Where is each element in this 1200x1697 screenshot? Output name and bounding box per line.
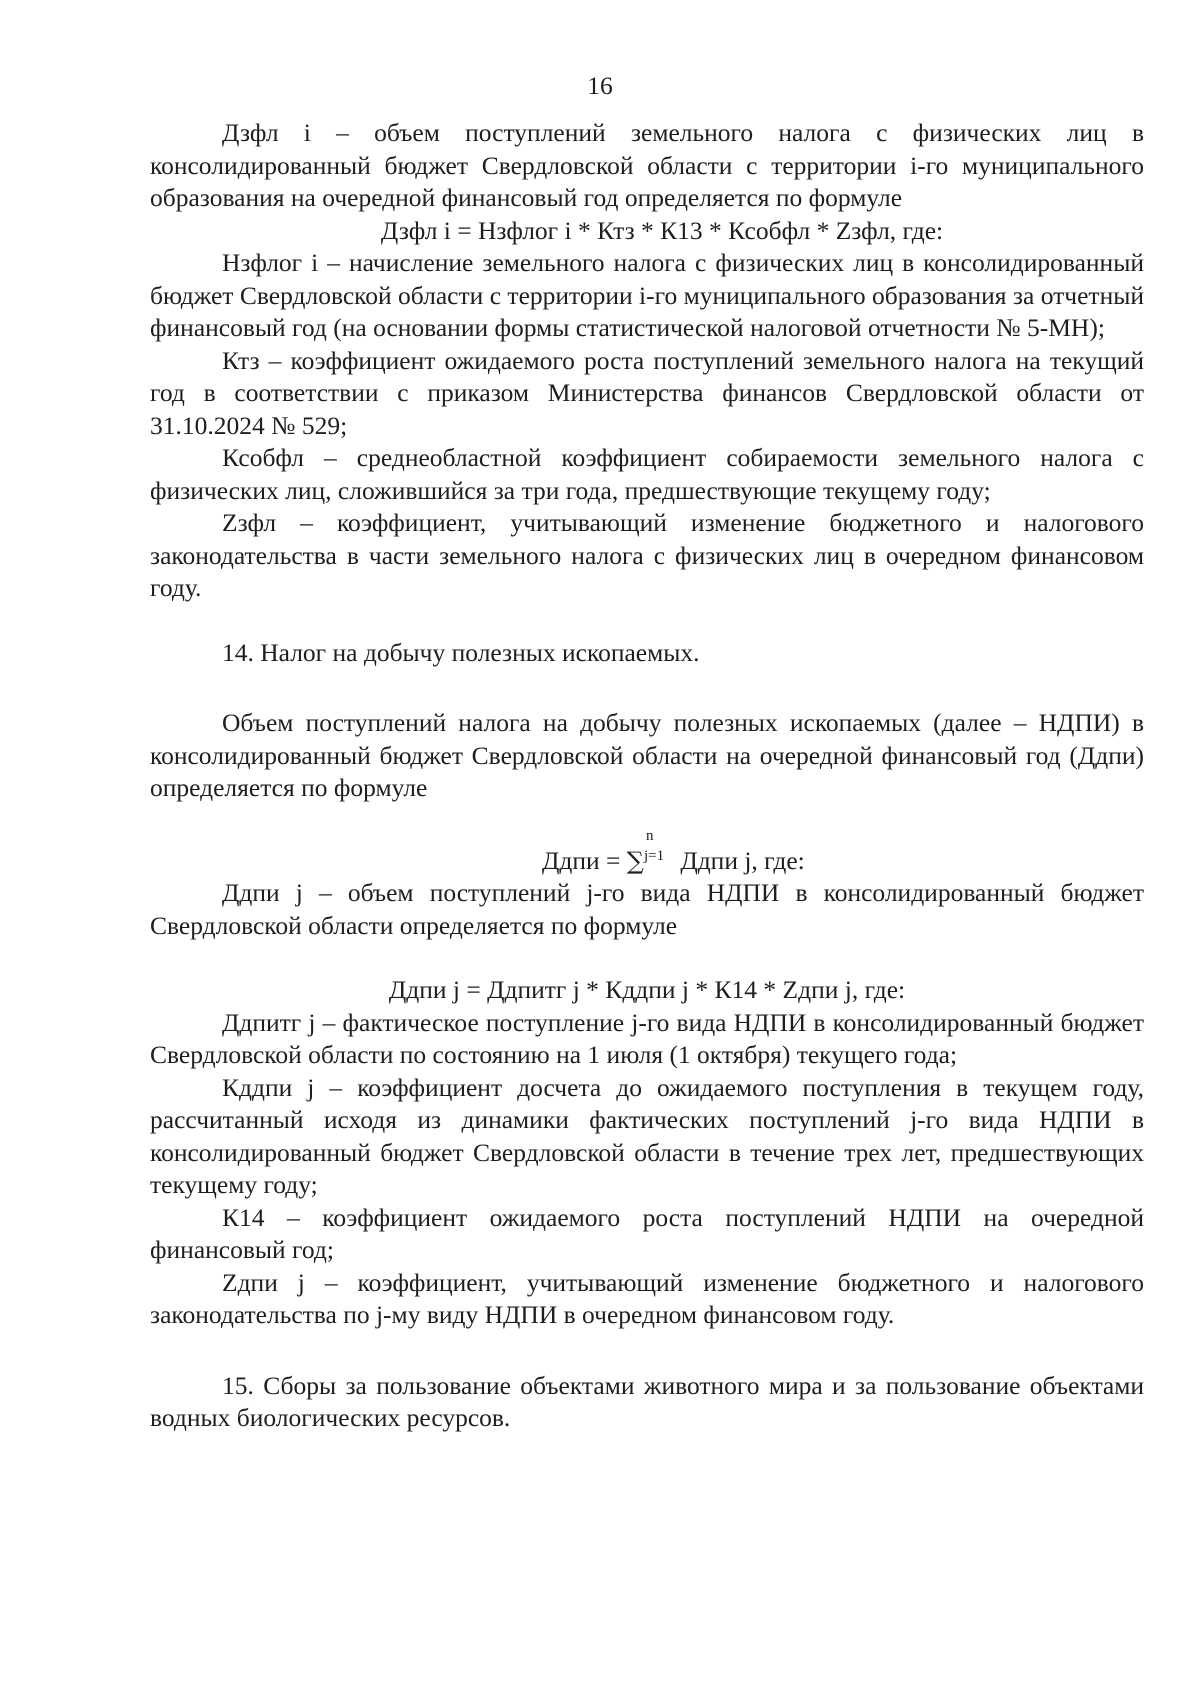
sum-upper-limit: n xyxy=(645,827,654,844)
formula-ddpi-rhs: Ддпи j, где: xyxy=(673,845,805,875)
paragraph-ksobfl-definition: Ксобфл – среднеобластной коэффициент собираемости земельного налога с физических лиц, сложившийся за три года, предшествующие текущему году; xyxy=(150,443,1144,505)
paragraph-ktz-definition: Ктз – коэффициент ожидаемого роста поступлений земельного налога на текущий год в соответствии с приказом Министерства финансов Свердловской области от 31.10.2024 № 529; xyxy=(150,345,1144,440)
page-number: 16 xyxy=(587,71,613,100)
paragraph-k14-definition: К14 – коэффициент ожидаемого роста поступлений НДПИ на очередной финансовый год; xyxy=(150,1202,1144,1264)
section-heading-15: 15. Сборы за пользование объектами животного мира и за пользование объектами водных биологических ресурсов. xyxy=(150,1370,1144,1432)
paragraph-kddpi-definition: Кддпи j – коэффициент досчета до ожидаемого поступления в текущем году, рассчитанный исходя из динамики фактических поступлений j-го вида НДПИ в консолидированный бюджет Свердловской области в течение трех лет, предшествующих текущему году; xyxy=(150,1072,1144,1199)
sigma-symbol: ∑ xyxy=(626,846,644,875)
paragraph-ddpi-j-definition: Ддпи j – объем поступлений j-го вида НДПИ в консолидированный бюджет Свердловской области определяется по формуле xyxy=(150,878,1144,940)
formula-ddpi-sum xyxy=(542,827,1144,878)
paragraph-zdpi-definition: Zдпи j – коэффициент, учитывающий изменение бюджетного и налогового законодательства по j-му виду НДПИ в очередном финансовом году. xyxy=(150,1267,1144,1329)
paragraph-nzflog-definition: Нзфлог i – начисление земельного налога с физических лиц в консолидированный бюджет Свердловской области с территории i-го муниципального образования за отчетный финансовый год (на основании формы статистической налоговой отчетности № 5-МН); xyxy=(150,248,1144,342)
paragraph-zzfl-definition: Zзфл – коэффициент, учитывающий изменение бюджетного и налогового законодательства в части земельного налога с физических лиц в очередном финансовом году. xyxy=(150,508,1144,602)
paragraph-dzfl-definition: Дзфл i – объем поступлений земельного налога с физических лиц в консолидированный бюджет Свердловской области с территории i-го муниципального образования на очередной финансовый год определяется по формуле xyxy=(150,118,1144,212)
paragraph-ndpi-intro: Объем поступлений налога на добычу полезных ископаемых (далее – НДПИ) в консолидированный бюджет Свердловской области на очередной финансовый год (Ддпи) определяется по формуле xyxy=(150,708,1144,802)
formula-ddpi-lhs: Ддпи = xyxy=(542,845,627,875)
formula-ddpi-j: Ддпи j = Ддпитг j * Кддпи j * К14 * Zдпи j, где: xyxy=(388,975,906,1004)
paragraph-ddpitg-definition: Ддпитг j – фактическое поступление j-го вида НДПИ в консолидированный бюджет Свердловской области по состоянию на 1 июля (1 октября) текущего года; xyxy=(150,1007,1144,1069)
formula-dzfl: Дзфл i = Нзфлог i * Ктз * К13 * Ксобфл * Zзфл, где: xyxy=(380,215,944,245)
sum-limits xyxy=(643,827,674,869)
sum-lower-limit: j=1 xyxy=(643,847,665,864)
section-heading-14: 14. Налог на добычу полезных ископаемых. xyxy=(222,637,700,667)
document-body xyxy=(150,117,1144,1435)
